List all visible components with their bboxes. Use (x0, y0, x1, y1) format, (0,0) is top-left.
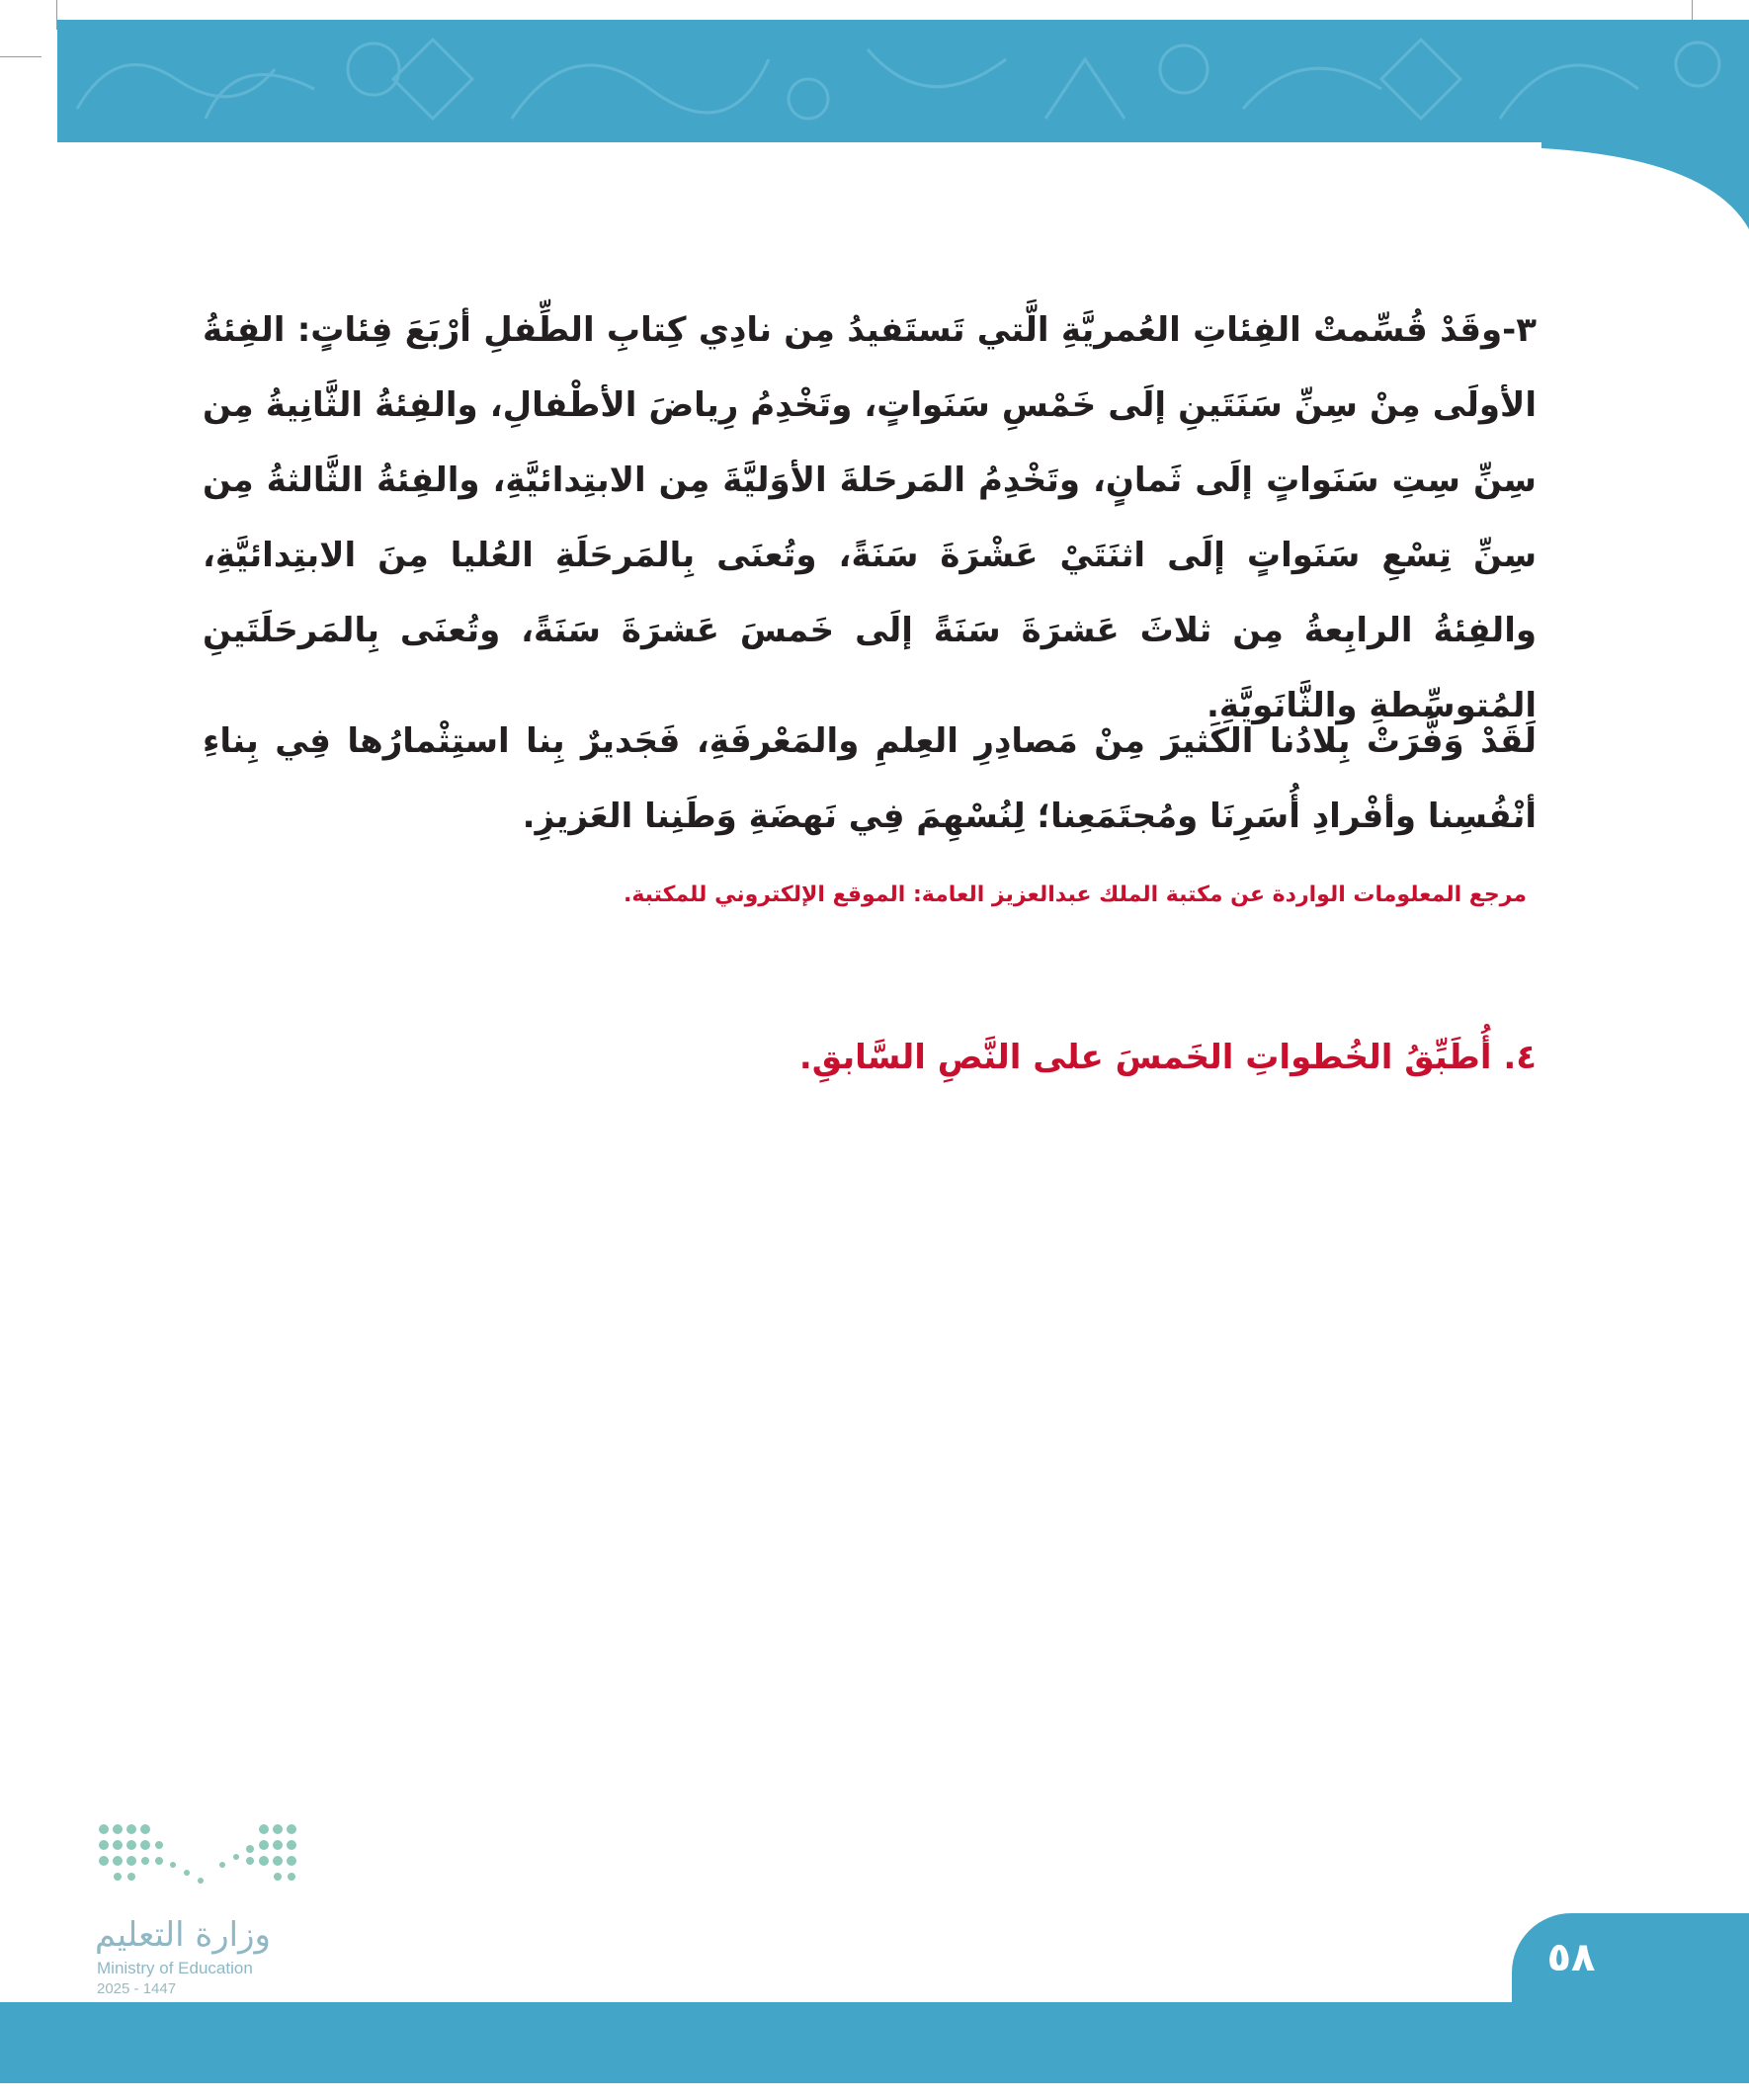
paragraph-resources: لَقَدْ وَفَّرَتْ بِلادُنا الكَثيرَ مِنْ مَصادِرِ العِلمِ والمَعْرفَةِ، فَجَديرٌ بِنا استِثْمارُها فِي بِناءِ أنْفُسِنا وأفْرادِ أُسَرِنَا ومُجتَمَعِنا؛ لِنُسْهِمَ فِي نَهضَةِ وَطَنِنا العَزيزِ. (203, 721, 1537, 836)
ministry-name-arabic: وزارة التعليم (95, 1915, 271, 1955)
paragraph-age-groups: ٣-وقَدْ قُسِّمتْ الفِئاتِ العُمريَّةِ الَّتي تَستَفيدُ مِن نادِي كِتابِ الطِّفلِ أرْبَعَ فِئاتٍ: الفِئةُ الأولَى مِنْ سِنِّ سَنَتَينِ إلَى خَمْسِ سَنَواتٍ، وتَخْدِمُ رِياضَ الأطْفالِ، والفِئةُ الثَّانِيةُ مِن سِنِّ سِتِ سَنَواتٍ إلَى ثَمانٍ، وتَخْدِمُ المَرحَلةَ الأوَليَّةَ مِن الابتِدائيَّةِ، والفِئةُ الثَّالثةُ مِن سِنِّ تِسْعِ سَنَواتٍ إلَى اثنَتَيْ عَشْرَةَ سَنَةً، وتُعنَى بِالمَرحَلَةِ العُليا مِنَ الابتِدائيَّةِ، والفِئةُ الرابِعةُ مِن ثلاثَ عَشرَةَ سَنَةً إلَى خَمسَ عَشرَةَ سَنَةً، وتُعنَى بِالمَرحَلَتَينِ المُتوسِّطةِ والثَّانَويَّةِ. (203, 310, 1537, 725)
exercise-question: ٤. أُطَبِّقُ الخُطواتِ الخَمسَ على النَّصِ السَّابقِ. (798, 1038, 1537, 1077)
crop-mark (0, 56, 42, 57)
page-number: ٥٨ (1546, 1935, 1596, 1980)
bottom-bar (0, 2002, 1749, 2083)
calligraphy-pattern (57, 20, 1749, 142)
banner-corner (1541, 119, 1749, 229)
ministry-logo-icon (94, 1821, 311, 1914)
edition-year: 2025 - 1447 (97, 1980, 177, 1997)
ministry-name-english: Ministry of Education (97, 1959, 253, 1977)
top-banner (57, 20, 1749, 142)
source-reference: مرجع المعلومات الواردة عن مكتبة الملك عبدالعزيز العامة: الموقع الإلكتروني للمكتبة. (623, 882, 1527, 907)
dots-pattern-icon (94, 1821, 311, 1910)
